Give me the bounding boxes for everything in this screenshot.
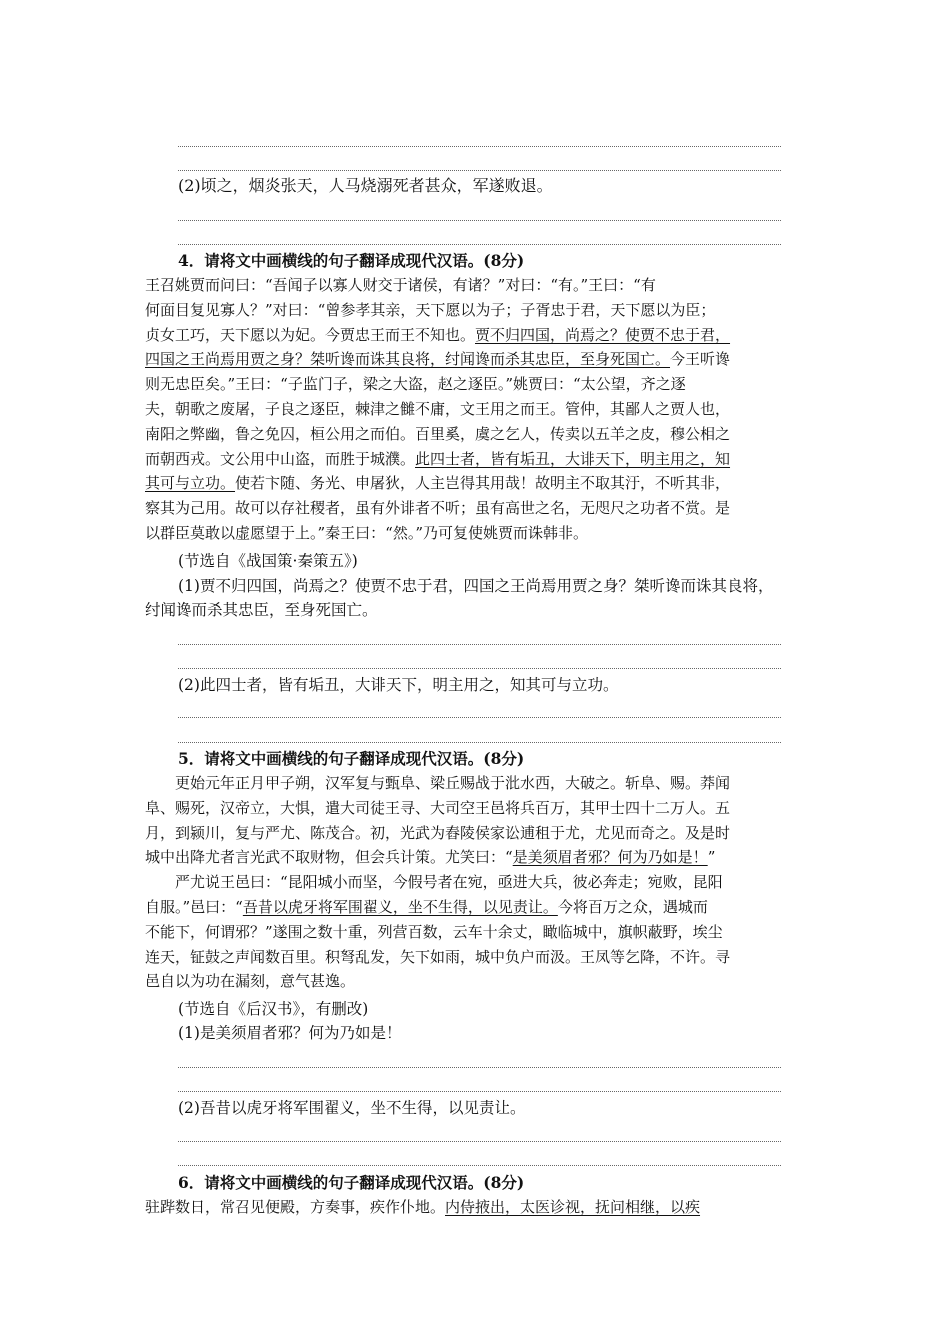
passage-text: 今将百万之众，遇城而: [557, 898, 708, 916]
answer-line: [178, 668, 781, 669]
passage-line: [145, 398, 730, 420]
passage-text: 王召姚贾而问曰：“吾闻子以寡人财交于诸侯，有诸？”对曰：“有。”王曰：“有: [145, 276, 656, 294]
passage-line: [145, 921, 723, 943]
q3-part2-prompt: (2)顷之，烟炎张天，人马烧溺死者甚众，军遂败退。: [178, 176, 553, 195]
passage-line: [145, 772, 730, 794]
passage-text: 使若卞随、务光、申屠狄，人主岂得其用哉！故明主不取其汙，不听其非，: [235, 474, 731, 493]
passage-text: 贞女工巧，天下愿以为妃。今贾忠王而王不知也。: [145, 325, 476, 344]
passage-text: 阜、赐死，汉帝立，大惧，遣大司徒王寻、大司空王邑将兵百万，其甲士四十二万人。五: [145, 798, 731, 817]
passage-line: [145, 896, 708, 918]
passage-line: [145, 946, 730, 968]
passage-text: 城中出降尤者言光武不取财物，但会兵计策。尤笑曰：“: [145, 848, 513, 867]
q5-part1-prompt: (1)是美须眉者邪？何为乃如是！: [178, 1024, 402, 1042]
passage-text: 夫，朝歌之废屠，子良之逐臣，棘津之雠不庸，文王用之而王。管仲，其鄙人之贾人也，: [145, 400, 731, 418]
passage-text: 邑自以为功在漏刻，意气甚逸。: [145, 972, 356, 991]
underlined-sentence: 吾昔以虎牙将军围翟义，坐不生得，以见责让。: [242, 898, 558, 916]
passage-text: 今王听谗: [670, 350, 731, 369]
q4-source: (节选自《战国策·秦策五》): [178, 552, 358, 570]
answer-line: [178, 742, 781, 743]
q4-heading: 4．请将文中画横线的句子翻译成现代汉语。(8分): [178, 251, 525, 270]
passage-text: ”: [707, 848, 716, 867]
passage-line: [145, 274, 656, 296]
underlined-sentence: 四国之王尚焉用贾之身？桀听谗而诛其良将，纣闻谗而杀其忠臣，至身死国亡。: [145, 350, 671, 369]
answer-line: [178, 146, 781, 147]
answer-line: [178, 1141, 781, 1142]
answer-line: [178, 1165, 781, 1166]
passage-text: 自服。”邑曰：“: [145, 898, 243, 916]
answer-line: [178, 244, 781, 245]
q5-heading: 5．请将文中画横线的句子翻译成现代汉语。(8分): [178, 749, 525, 768]
passage-text: 以群臣莫敢以虚愿望于上。”秦王曰：“然。”乃可复使姚贾而诛韩非。: [145, 524, 589, 542]
passage-line: [145, 324, 730, 346]
passage-text: 察其为己用。故可以存社稷者，虽有外诽者不听；虽有高世之名，无咫尺之功者不赏。是: [145, 499, 731, 518]
answer-line: [178, 717, 781, 718]
passage-line: [145, 423, 730, 445]
answer-line: [178, 170, 781, 171]
answer-line: [178, 220, 781, 221]
passage-text: 驻跸数日，常召见便殿，方奏事，疾作仆地。: [145, 1198, 446, 1216]
passage-line: [145, 871, 723, 893]
q4-part1-line1: (1)贾不归四国，尚焉之？使贾不忠于君，四国之王尚焉用贾之身？桀听谗而诛其良将，: [178, 577, 774, 595]
passage-line: [145, 970, 355, 992]
answer-line: [178, 1091, 781, 1092]
underlined-sentence: 是美须眉者邪？何为乃如是！: [512, 848, 708, 867]
answer-line: [178, 1067, 781, 1068]
passage-text: 月，到颍川，复与严尤、陈茂合。初，光武为舂陵侯家讼逋租于尤，尤见而奇之。及是时: [145, 823, 731, 842]
passage-line: [145, 797, 730, 819]
passage-line: [145, 472, 730, 494]
underlined-sentence: 此四士者，皆有垢丑，大诽天下，明主用之，知: [415, 449, 731, 468]
q5-source: (节选自《后汉书》，有删改): [178, 1000, 369, 1018]
underlined-sentence: 内侍掖出，太医诊视，抚问相继，以疾: [445, 1198, 701, 1216]
passage-text: 南阳之弊幽，鲁之免囚，桓公用之而伯。百里奚，虞之乞人，传卖以五羊之皮，穆公相之: [145, 424, 731, 443]
underlined-sentence: 其可与立功。: [145, 474, 236, 493]
passage-line: [145, 822, 730, 844]
passage-text: 不能下，何谓邪？”遂围之数十重，列营百数，云车十余丈，瞰临城中，旗帜蔽野，埃尘: [145, 922, 723, 941]
answer-line: [178, 644, 781, 645]
passage-line: [145, 846, 715, 868]
q4-part2-prompt: (2)此四士者，皆有垢丑，大诽天下，明主用之，知其可与立功。: [178, 676, 619, 694]
passage-text: 何面目复见寡人？”对曰：“曾参孝其亲，天下愿以为子；子胥忠于君，天下愿以为臣；: [145, 300, 716, 319]
passage-text: 严尤说王邑曰：“昆阳城小而坚，今假号者在宛，亟进大兵，彼必奔走；宛败，昆阳: [145, 873, 723, 892]
passage-text: 更始元年正月甲子朔，汉军复与甄阜、梁丘赐战于沘水西，大破之。斩阜、赐。莽闻: [145, 774, 731, 792]
passage-line: [145, 497, 730, 519]
passage-line: [145, 1196, 700, 1218]
q6-heading: 6．请将文中画横线的句子翻译成现代汉语。(8分): [178, 1173, 525, 1192]
underlined-sentence: 贾不归四国，尚焉之？使贾不忠于君，: [475, 325, 731, 344]
q4-part1-line2: 纣闻谗而杀其忠臣，至身死国亡。: [145, 601, 378, 619]
passage-text: 而朝西戎。文公用中山盗，而胜于城濮。: [145, 449, 416, 468]
passage-line: [145, 373, 686, 395]
passage-line: [145, 448, 730, 470]
passage-line: [145, 299, 715, 321]
passage-line: [145, 348, 730, 370]
passage-line: [145, 522, 588, 544]
q5-part2-prompt: (2)吾昔以虎牙将军围翟义，坐不生得，以见责让。: [178, 1099, 526, 1117]
passage-text: 则无忠臣矣。”王曰：“子监门子，梁之大盗，赵之逐臣。”姚贾曰：“太公望，齐之逐: [145, 375, 686, 394]
passage-text: 连天，钲鼓之声闻数百里。积弩乱发，矢下如雨，城中负户而汲。王凤等乞降，不许。寻: [145, 947, 731, 966]
